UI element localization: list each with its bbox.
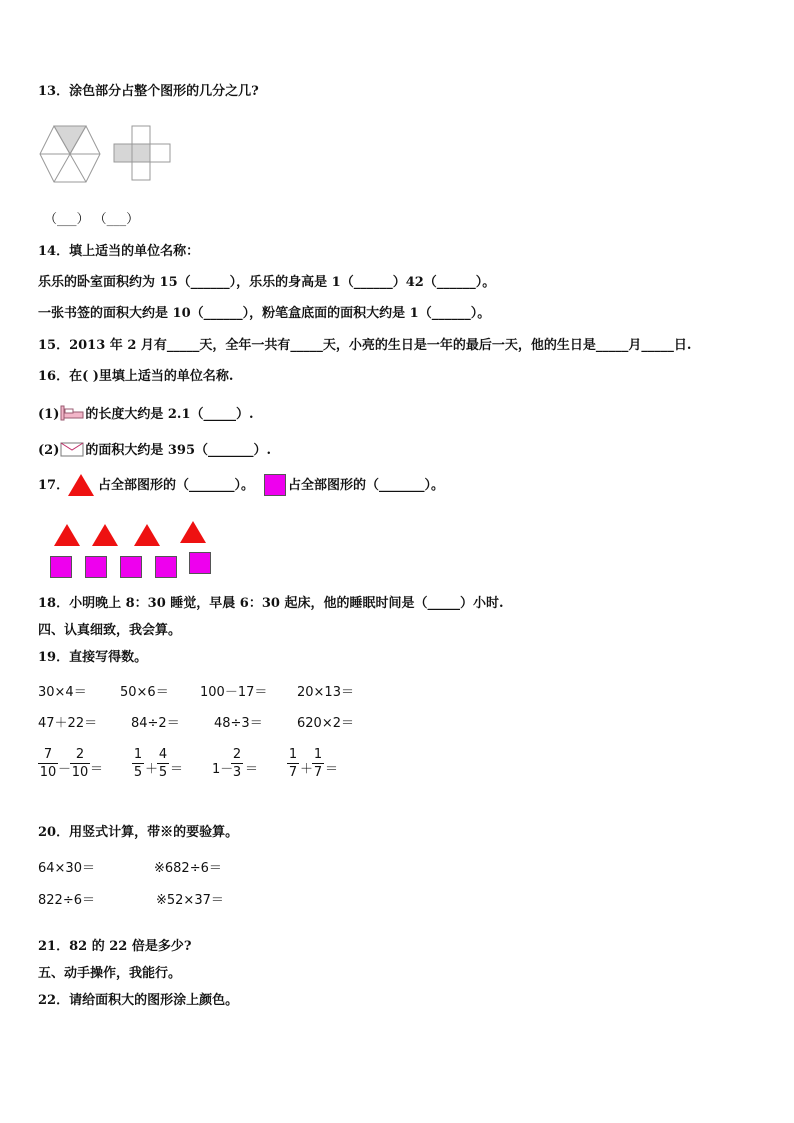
equals: ＝ bbox=[170, 762, 184, 777]
triangle-shape bbox=[134, 524, 160, 546]
q17-text2: 占全部图形的（_______）。 bbox=[288, 478, 445, 493]
fraction: 7 10 bbox=[39, 747, 57, 780]
square-shape bbox=[85, 556, 107, 578]
square-shape bbox=[50, 556, 72, 578]
fraction: 1 5 bbox=[133, 747, 143, 780]
square-shape bbox=[189, 552, 211, 574]
q20-r1c1: 64×30＝ bbox=[38, 861, 95, 876]
whole-minus: 1－ bbox=[212, 762, 234, 777]
section5-title: 五、动手操作，我能行。 bbox=[38, 966, 182, 981]
q16-item1-prefix: (1) bbox=[38, 407, 60, 422]
q16-title: 16．在( )里填上适当的单位名称. bbox=[38, 369, 234, 384]
equals: ＝ bbox=[90, 762, 104, 777]
q13-blanks: （___） （___） bbox=[44, 212, 140, 227]
q19-r2c4: 620×2＝ bbox=[297, 716, 354, 731]
envelope-icon bbox=[59, 440, 85, 458]
q17-square-icon bbox=[264, 474, 286, 496]
fraction: 1 7 bbox=[288, 747, 298, 780]
q19-r1c4: 20×13＝ bbox=[297, 685, 354, 700]
q16-item1 bbox=[38, 404, 254, 423]
square-shape bbox=[120, 556, 142, 578]
section4-title: 四、认真细致，我会算。 bbox=[38, 623, 182, 638]
q22-text: 22．请给面积大的图形涂上颜色。 bbox=[38, 993, 239, 1008]
equals: ＝ bbox=[325, 762, 339, 777]
q19-r1c2: 50×6＝ bbox=[120, 685, 169, 700]
triangle-shape bbox=[54, 524, 80, 546]
triangle-shape bbox=[180, 521, 206, 543]
q15-text: 15．2013 年 2 月有_____天，全年一共有_____天，小亮的生日是一年的最后一天，他的生日是_____月_____日. bbox=[38, 338, 692, 353]
q19-title: 19．直接写得数。 bbox=[38, 650, 148, 665]
equals: ＝ bbox=[245, 762, 259, 777]
q14-line2: 一张书签的面积大约是 10（______），粉笔盒底面的面积大约是 1（______）。 bbox=[38, 306, 491, 321]
q19-r2c2: 84÷2＝ bbox=[131, 716, 180, 731]
q14-line1: 乐乐的卧室面积约为 15（______），乐乐的身高是 1（______）42（______）。 bbox=[38, 275, 496, 290]
q20-title: 20．用竖式计算，带※的要验算。 bbox=[38, 825, 239, 840]
fraction: 4 5 bbox=[158, 747, 168, 780]
q13-title: 13．涂色部分占整个图形的几分之几? bbox=[38, 84, 259, 99]
triangle-shape bbox=[92, 524, 118, 546]
operator: ＋ bbox=[145, 762, 159, 777]
fraction: 1 7 bbox=[313, 747, 323, 780]
q16-item1-text: 的长度大约是 2.1（_____）. bbox=[85, 407, 254, 422]
fraction: 2 10 bbox=[71, 747, 89, 780]
cube-net-figure bbox=[112, 124, 174, 184]
fraction: 2 3 bbox=[232, 747, 242, 780]
q16-item2 bbox=[38, 440, 271, 459]
hexagon-figure bbox=[38, 124, 102, 184]
q19-r2c3: 48÷3＝ bbox=[214, 716, 263, 731]
q16-item2-text: 的面积大约是 395（_______）. bbox=[85, 443, 272, 458]
q19-r1c1: 30×4＝ bbox=[38, 685, 87, 700]
bed-icon bbox=[59, 404, 85, 422]
q20-r2c1: 822÷6＝ bbox=[38, 893, 95, 908]
operator: － bbox=[58, 762, 72, 777]
q20-r2c2: ※52×37＝ bbox=[156, 893, 224, 908]
q17-num: 17． bbox=[38, 478, 70, 493]
q17-triangle-icon bbox=[68, 474, 94, 496]
q18-text: 18．小明晚上 8：30 睡觉，早晨 6：30 起床，他的睡眠时间是（_____）小时. bbox=[38, 596, 504, 611]
q21-text: 21．82 的 22 倍是多少? bbox=[38, 939, 192, 954]
q20-r1c2: ※682÷6＝ bbox=[154, 861, 222, 876]
square-shape bbox=[155, 556, 177, 578]
q17-text1: 占全部图形的（_______）。 bbox=[98, 478, 255, 493]
operator: ＋ bbox=[300, 762, 314, 777]
q19-r1c3: 100－17＝ bbox=[200, 685, 268, 700]
q16-item2-prefix: (2) bbox=[38, 443, 60, 458]
q14-title: 14．填上适当的单位名称： bbox=[38, 244, 200, 259]
q19-r2c1: 47＋22＝ bbox=[38, 716, 98, 731]
